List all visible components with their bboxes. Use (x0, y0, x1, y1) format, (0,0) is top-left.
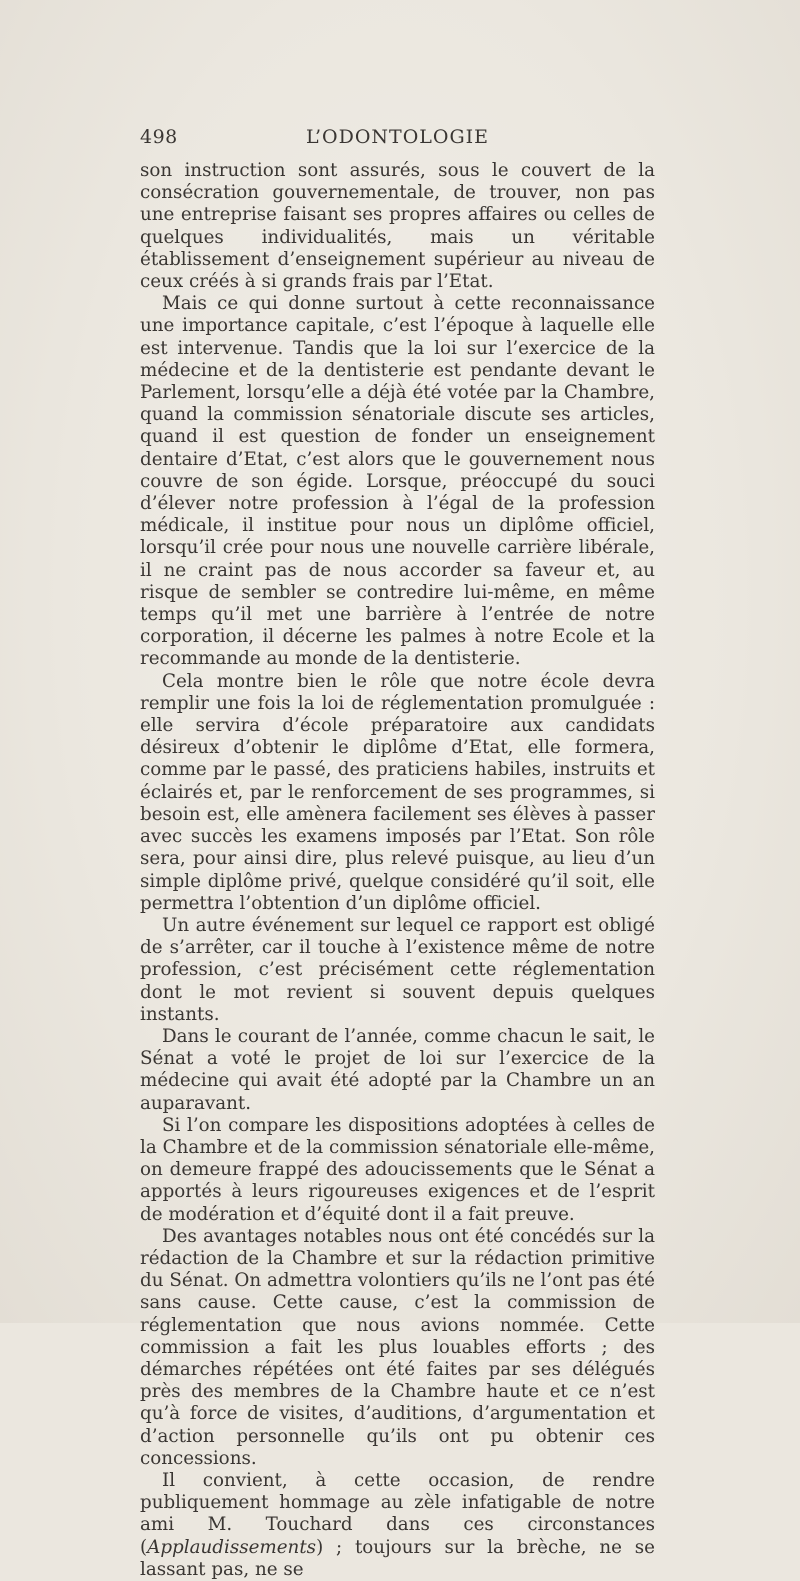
paragraph-text: Il convient, à cette occasion, de rendre publiquement hommage au zèle infatigable de notre ami M. Touchard dans ces circonstances ( (140, 1469, 655, 1558)
paragraph-text: ) ; toujours sur la brèche, ne se lassant pas, ne se (140, 1536, 655, 1580)
running-title: L’ODONTOLOGIE (305, 126, 490, 148)
page-number: 498 (140, 126, 178, 148)
paragraph: Si l’on compare les dispositions adoptées à celles de la Chambre et de la commission sénatoriale elle-même, on demeure frappé des adoucissements que le Sénat a apportés à leurs rigoureuses exigences et de l’esprit de modération et d’équité dont il a fait preuve. (140, 1114, 655, 1225)
paragraph: son instruction sont assurés, sous le couvert de la consécration gouvernementale, de trouver, non pas une entreprise faisant ses propres affaires ou celles de quelques individualités, mais un véritable établissement d’enseignement supérieur au niveau de ceux créés à si grands frais par l’Etat. (140, 160, 655, 293)
paragraph: Dans le courant de l’année, comme chacun le sait, le Sénat a voté le projet de loi sur l’exercice de la médecine qui avait été adopté par la Chambre un an auparavant. (140, 1025, 655, 1114)
body-text (140, 160, 655, 1581)
paragraph: Mais ce qui donne surtout à cette reconnaissance une importance capitale, c’est l’époque à laquelle elle est intervenue. Tandis que la loi sur l’exercice de la médecine et de la dentisterie est pendante devant le Parlement, lorsqu’elle a déjà été votée par la Chambre, quand la commission sénatoriale discute ses articles, quand il est question de fonder un enseignement dentaire d’Etat, c’est alors que le gouvernement nous couvre de son égide. Lorsque, préoccupé du souci d’élever notre profession à l’égal de la profession médicale, il institue pour nous un diplôme officiel, lorsqu’il crée pour nous une nouvelle carrière libérale, il ne craint pas de nous accorder sa faveur et, au risque de sembler se contredire lui-même, en même temps qu’il met une barrière à l’entrée de notre corporation, il décerne les palmes à notre Ecole et la recommande au monde de la dentisterie. (140, 293, 655, 670)
paragraph: Des avantages notables nous ont été concédés sur la rédaction de la Chambre et sur la rédaction primitive du Sénat. On admettra volontiers qu’ils ne l’ont pas été sans cause. Cette cause, c’est la commission de réglementation que nous avions nommée. Cette commission a fait les plus louables efforts ; des démarches répétées ont été faites par ses délégués près des membres de la Chambre haute et ce n’est qu’à force de visites, d’auditions, d’argumentation et d’action personnelle qu’ils ont pu obtenir ces concessions. (140, 1225, 655, 1469)
paragraph-last (140, 1470, 655, 1581)
paragraph: Un autre événement sur lequel ce rapport est obligé de s’arrêter, car il touche à l’existence même de notre profession, c’est précisément cette réglementation dont le mot revient si souvent depuis quelques instants. (140, 914, 655, 1025)
applause-note: Applaudissements (147, 1536, 317, 1558)
page-header (140, 126, 655, 156)
paragraph: Cela montre bien le rôle que notre école devra remplir une fois la loi de réglementation promulguée : elle servira d’école préparatoire aux candidats désireux d’obtenir le diplôme d’Etat, elle formera, comme par le passé, des praticiens habiles, instruits et éclairés et, par le renforcement de ses programmes, si besoin est, elle amènera facilement ses élèves à passer avec succès les examens imposés par l’Etat. Son rôle sera, pour ainsi dire, plus relevé puisque, au lieu d’un simple diplôme privé, quelque considéré qu’il soit, elle permettra l’obtention d’un diplôme officiel. (140, 670, 655, 914)
